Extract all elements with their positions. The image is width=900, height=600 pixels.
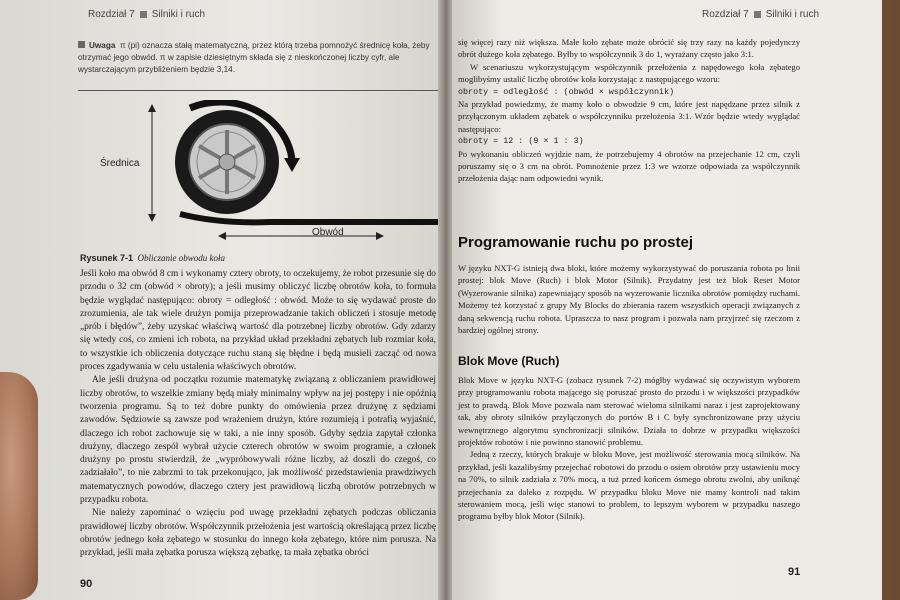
paragraph: W scenariuszu wykorzystującym współczynnik przełożenia z napędowego koła zębatego moglibyśmy ustalić liczbę obrotów koła korzystając z następującego wzoru: [458,61,800,85]
right-header-chapter: Rozdział 7 [702,9,749,20]
paragraph: Blok Move w języku NXT-G (zobacz rysunek 7-2) mógłby wydawać się oczywistym wyborem przy programowaniu robota mającego się poruszać prosto do przodu i w większości przypadków jest to prawdą. Blok Move pozwala nam sterować wieloma silnikami naraz i jest zaprojektowany tak, aby obroty silników przyłączonych do portów B i C były synchronizowane przy użyciu wewnętrznego algorytmu synchronizacji silników. Działa to dobrze w przypadku większości projektów robotów i nie powinno stanowić problemu. [458,375,800,448]
divider [78,90,438,91]
section-text [458,262,800,336]
paragraph: się więcej razy niż większa. Małe koło zębate może obrócić się trzy razy na każdy pojedynczy obrót dużego koła zębatego. Byłby to współczynnik 3 do 1, wyrażany często jako 3:1. [458,37,800,60]
section-heading: Programowanie ruchu po prostej [458,234,694,251]
note-square-icon [78,41,85,48]
subsection-text [458,374,800,523]
paragraph: Nie należy zapominać o wzięciu pod uwagę przekładni zębatych podczas obliczania prawidłowej liczby obrotów. Współczynnik przełożenia jest wartością określającą przez liczbę obrotów jednego koła zębatego w stosunku do innego koła zębatego, które nim porusza. Na przykład, jeśli mała zębatka porusza większą zębatkę, ta mała zębatka obróci [80,508,436,559]
caption-number: Rysunek 7-1 [80,253,134,263]
right-page-header [702,9,819,20]
subsection-heading: Blok Move (Ruch) [458,354,560,368]
wheel-icon [175,110,279,214]
left-header-chapter: Rozdział 7 [88,9,135,20]
paragraph: Na przykład powiedzmy, że mamy koło o obwodzie 9 cm, które jest napędzane przez silnik z przyłączonym układem zębatek o współczynniku przełożenia 3:1. Wzór będzie wtedy wyglądać następująco: [458,99,800,134]
left-page-header [88,9,205,20]
page-number-right: 91 [788,566,801,578]
page-number-left: 90 [80,578,93,590]
right-intro-text [458,36,800,185]
paragraph: Ale jeśli drużyna od początku rozumie matematykę związaną z obliczaniem prawidłowej liczby obrotów, to wszelkie zmiany będą miały minimalny wpływ na jej postępy i nie opóźnią tworzenia programu. Są to też dobre punkty do omówienia przez drużynę z sędziami zawodów. Sędziowie są zawsze pod wrażeniem drużyn, które rozumieją i potrafią wyjaśnić, dlaczego ich robot zachowuje się w taki, a nie inny sposób. Gdyby sędzia zapytał członka drużyny, dlaczego zespół wybrał użycie czterech obrotów w swoim programie, a członek drużyny po prostu stwierdził, że „wypróbowywali różne liczby, aż doszli do czegoś, co zadziałało”, to nie zabrzmi to tak przekonująco, jak możliwość przedstawienia prawdziwych matematycznych powodów, dlaczego cztery jest prawidłową liczbą obrotów potrzebnych w przypadku robota. [80,375,436,506]
formula-1: obroty = odległość : (obwód × współczynnik) [458,86,675,97]
right-header-title: Silniki i ruch [765,9,820,20]
note-text: π (pi) oznacza stałą matematyczną, przez którą trzeba pomnożyć średnicę koła, żeby otrzymać jego obwód. π w zapisie dziesiętnym składa się z nieskończonej liczby cyfr, ale wystarczającym przybliżeniem będzie 3,14. [78,41,430,74]
circumference-label: Obwód [312,227,344,238]
note-label: Uwaga [89,41,116,50]
figure-wheel-circumference [80,100,440,250]
header-square-icon [140,11,147,18]
formula-2: obroty = 12 : (9 × 1 : 3) [458,136,584,147]
note-box [78,40,434,76]
right-page [452,0,882,600]
paragraph: Jedną z rzeczy, których brakuje w bloku Move, jest możliwość sterowania mocą silników. Na przykład, jeśli kazalibyśmy przejechać robotowi do przodu o osiem obrotów przy ustawieniu mocy na 70%, to silnik zadziała z 70% mocą, a tuż przed końcem ósmego obrotu zwolni, aby uniknąć przejechania za daleko z rozpędu. W przypadku bloku Move nie mamy kontroli nad takim sterowaniem mocą, jeśli więc stanowi to problem, to lepszym wyborem w przypadku naszego programu byłby blok Motor (Silnik). [458,449,800,522]
diameter-label: Średnica [100,158,140,169]
left-body-text [80,268,436,561]
caption-text: Obliczanie obwodu koła [137,253,226,263]
left-page [0,0,440,600]
header-square-icon [754,11,761,18]
figure-caption [80,253,225,263]
rolling-path [180,214,440,222]
thumb [0,372,38,600]
left-header-title: Silniki i ruch [151,9,206,20]
paragraph: Po wykonaniu obliczeń wyjdzie nam, że potrzebujemy 4 obrotów na przejechanie 12 cm, czyli poruszamy się o 3 cm na obrót. Pomnożenie przez 1:3 we wzorze odpowiada za współczynnik przełożenia dając nam odpowiedni wynik. [458,148,800,184]
paragraph: W języku NXT-G istnieją dwa bloki, które możemy wykorzystywać do poruszania robota po linii prostej: blok Move (Ruch) i blok Motor (Silnik). Przydatny jest też blok Reset Motor (Wyzerowanie silnika) zapewniający sposób na wyzerowanie licznika obrotów pomiędzy ruchami. Możemy też korzystać z grupy My Blocks do zbierania razem wszystkich operacji związanych z daną sekwencją ruchu robota. Upraszcza to nasz program i pozwala nam przyjrzeć się rzeczom z bardziej ogólnej strony. [458,263,800,336]
paragraph: Jeśli koło ma obwód 8 cm i wykonamy cztery obroty, to oczekujemy, że robot przesunie się do przodu o 32 cm (obwód × obroty); a jeśli musimy obliczyć liczbę obrotów koła, to formuła będzie wyglądać następująco: obroty = odległość : obwód. Może to się wydawać proste do zrozumienia, ale tak wiele drużyn pomija przeprowadzanie takich obliczeń i stosuje metodę „prób i błędów”, żeby uzyskać właściwą wartość dla potrzebnej liczby obrotów. Gdy zdarzy się wtedy coś, co zmieni ich robota, na przykład układ przekładni zębatych lub rozmiar koła, to wszystkie ich obliczenia dotyczące ruchu staną się błędne i będą musieli zacząć od nowa proces zgadywania w celu ustalenia właściwych obrotów. [80,269,436,373]
